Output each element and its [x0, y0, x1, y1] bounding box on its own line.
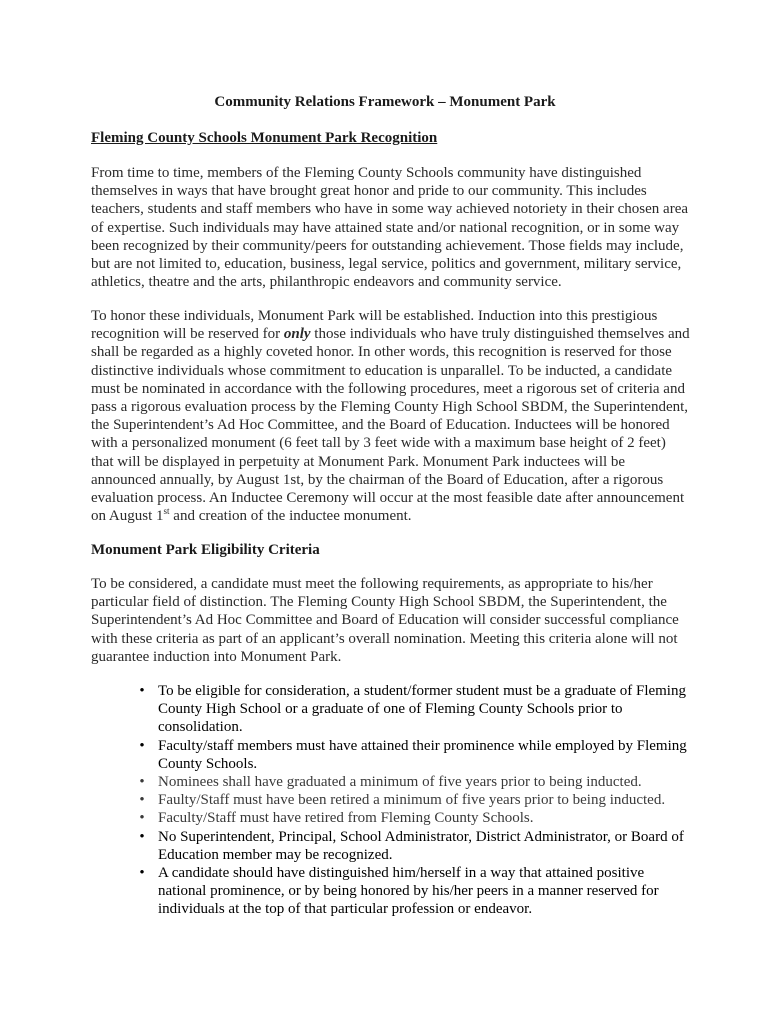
section-heading: Fleming County Schools Monument Park Recognition — [91, 130, 438, 146]
eligibility-heading: Monument Park Eligibility Criteria — [91, 542, 320, 558]
list-item — [91, 773, 691, 791]
intro-paragraph: From time to time, members of the Fleming County Schools community have distinguished themselves in ways that have brought great honor and pride to our community. This includes teachers, students and staff members who have in some way achieved notoriety in their chosen area of expertise. Such individuals may have attained state and/or national recognition, or in some way been recognized by their community/peers for outstanding achievement. Those fields may include, but are not limited to, education, business, legal service, politics and government, military service, athletics, theatre and the arts, philanthropic endeavors and community service. — [91, 165, 689, 291]
honor-paragraph-part1: To honor these individuals, Monument Park will be established. Induction into this prestigious recognition will be reserved for — [91, 308, 658, 343]
list-item — [91, 682, 691, 737]
criteria-list — [91, 682, 691, 919]
criteria-text: No Superintendent, Principal, School Administrator, District Administrator, or Board of Education member may be recognized. — [158, 828, 684, 863]
date-superscript: st — [163, 506, 170, 517]
list-item — [91, 864, 691, 919]
bullet-icon: • — [139, 683, 145, 699]
document-title: Community Relations Framework – Monument Park — [214, 94, 556, 110]
bullet-icon: • — [139, 792, 145, 809]
list-item — [91, 791, 691, 809]
list-item — [91, 828, 691, 864]
list-item — [91, 809, 691, 827]
criteria-text: Faculty/Staff must have retired from Fleming County Schools. — [158, 810, 534, 827]
criteria-text: To be eligible for consideration, a student/former student must be a graduate of Fleming County High School or a graduate of one of Fleming County Schools prior to consolidation. — [158, 683, 686, 736]
honor-paragraph-part2: those individuals who have truly distinguished themselves and shall be regarded as a highly coveted honor. In other words, this recognition is reserved for those distinctive individuals whose commitment to education is unparallel. To be inducted, a candidate must be nominated in accordance with the following procedures, meet a rigorous set of criteria and pass a rigorous evaluation process by the Fleming County High School SBDM, the Superintendent, the Superintendent’s Ad Hoc Committee, and the Board of Education. Inductees will be honored with a personalized monument (6 feet tall by 3 feet wide with a maximum base height of 2 feet) that will be displayed in perpetuity at Monument Park. Monument Park inductees will be announced annually, by August 1st, by the chairman of the Board of Education, after a rigorous evaluation process. An Inductee Ceremony will occur at the most feasible date after announcement on August 1 — [91, 326, 690, 525]
bullet-icon: • — [139, 774, 145, 791]
eligibility-paragraph: To be considered, a candidate must meet the following requirements, as appropriate to his/her particular field of distinction. The Fleming County High School SBDM, the Superintendent, the Superintendent’s Ad Hoc Committee and Board of Education will consider successful compliance with these criteria as part of an applicant’s overall nomination. Meeting this criteria alone will not guarantee induction into Monument Park. — [91, 576, 679, 665]
bullet-icon: • — [139, 865, 145, 882]
criteria-text: Faculty/staff members must have attained their prominence while employed by Fleming County Schools. — [158, 737, 687, 772]
list-item — [91, 737, 691, 773]
bullet-icon: • — [139, 737, 145, 754]
criteria-text: A candidate should have distinguished him/herself in a way that attained positive national prominence, or by being honored by his/her peers in a manner reserved for individuals at the top of that particular profession or endeavor. — [158, 865, 659, 918]
criteria-text: Nominees shall have graduated a minimum of five years prior to being inducted. — [158, 774, 642, 791]
honor-paragraph — [91, 307, 691, 525]
honor-paragraph-part3: and creation of the inductee monument. — [169, 508, 412, 525]
bullet-icon: • — [139, 828, 145, 845]
criteria-text: Faulty/Staff must have been retired a minimum of five years prior to being inducted. — [158, 792, 666, 809]
bullet-icon: • — [139, 810, 145, 827]
emphasis-only: only — [283, 326, 311, 343]
